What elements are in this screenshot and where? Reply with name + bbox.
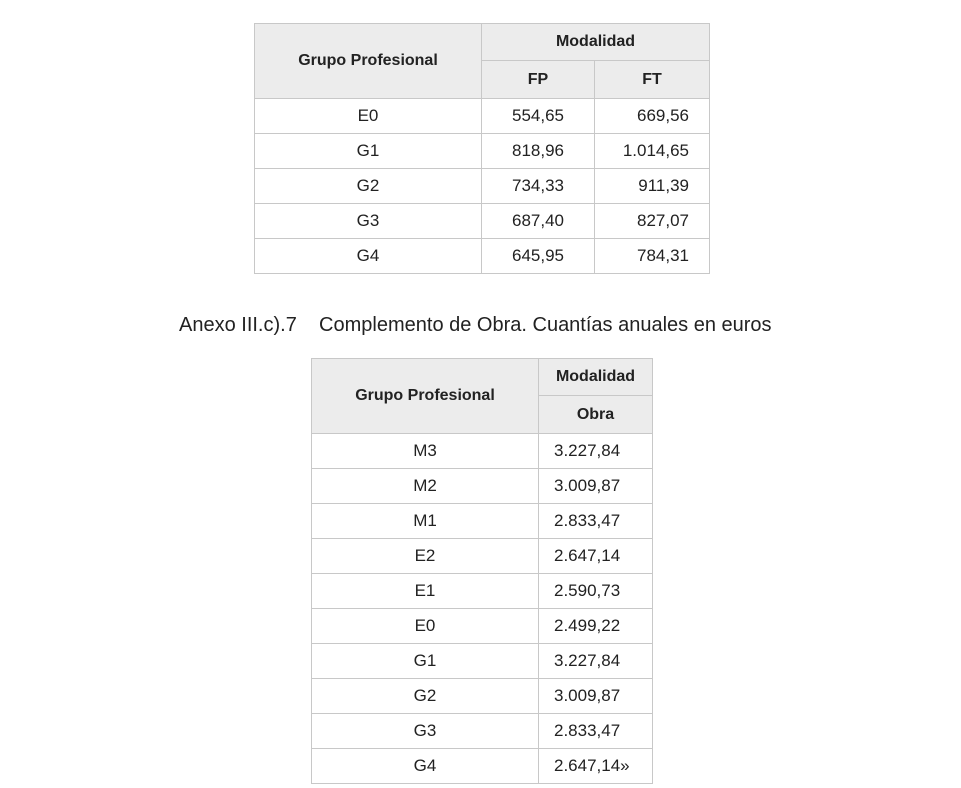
value-cell-obra: 3.009,87 [539, 469, 653, 504]
value-cell-fp: 818,96 [482, 134, 595, 169]
group-cell: G4 [255, 239, 482, 274]
value-cell-obra: 2.647,14 [539, 539, 653, 574]
group-header: Grupo Profesional [312, 359, 539, 434]
group-cell: G2 [255, 169, 482, 204]
table-row [312, 644, 653, 679]
column-header-ft: FT [595, 61, 710, 99]
table-row [312, 714, 653, 749]
table-row [312, 504, 653, 539]
value-cell-fp: 645,95 [482, 239, 595, 274]
column-header-fp: FP [482, 61, 595, 99]
group-header: Grupo Profesional [255, 24, 482, 99]
value-cell-ft: 784,31 [595, 239, 710, 274]
value-cell-ft: 669,56 [595, 99, 710, 134]
value-cell-ft: 911,39 [595, 169, 710, 204]
value-cell-obra: 2.833,47 [539, 504, 653, 539]
value-cell-obra: 2.647,14» [539, 749, 653, 784]
table-row [312, 749, 653, 784]
modality-header: Modalidad [482, 24, 710, 61]
table-row [312, 679, 653, 714]
table-row [255, 99, 710, 134]
value-cell-obra: 3.227,84 [539, 434, 653, 469]
group-cell: G4 [312, 749, 539, 784]
table-row [312, 469, 653, 504]
group-cell: E1 [312, 574, 539, 609]
group-cell: E2 [312, 539, 539, 574]
group-cell: E0 [255, 99, 482, 134]
group-cell: G3 [312, 714, 539, 749]
group-cell: E0 [312, 609, 539, 644]
group-cell: G1 [255, 134, 482, 169]
table-row [255, 204, 710, 239]
modality-header: Modalidad [539, 359, 653, 396]
group-cell: M3 [312, 434, 539, 469]
value-cell-ft: 827,07 [595, 204, 710, 239]
table-row [255, 169, 710, 204]
group-cell: G3 [255, 204, 482, 239]
salary-table-obra [311, 358, 653, 784]
table-caption: Anexo III.c).7 Complemento de Obra. Cuantías anuales en euros [179, 314, 772, 336]
table-row [312, 609, 653, 644]
value-cell-obra: 2.833,47 [539, 714, 653, 749]
group-cell: M2 [312, 469, 539, 504]
group-cell: G1 [312, 644, 539, 679]
value-cell-ft: 1.014,65 [595, 134, 710, 169]
value-cell-obra: 3.009,87 [539, 679, 653, 714]
value-cell-fp: 554,65 [482, 99, 595, 134]
column-header-obra: Obra [539, 396, 653, 434]
group-cell: M1 [312, 504, 539, 539]
table-row [312, 539, 653, 574]
group-cell: G2 [312, 679, 539, 714]
value-cell-obra: 2.499,22 [539, 609, 653, 644]
value-cell-obra: 2.590,73 [539, 574, 653, 609]
table-row [312, 574, 653, 609]
table-row [255, 134, 710, 169]
salary-table-fp-ft [254, 23, 710, 274]
value-cell-obra: 3.227,84 [539, 644, 653, 679]
value-cell-fp: 734,33 [482, 169, 595, 204]
value-cell-fp: 687,40 [482, 204, 595, 239]
table-row [255, 239, 710, 274]
table-row [312, 434, 653, 469]
